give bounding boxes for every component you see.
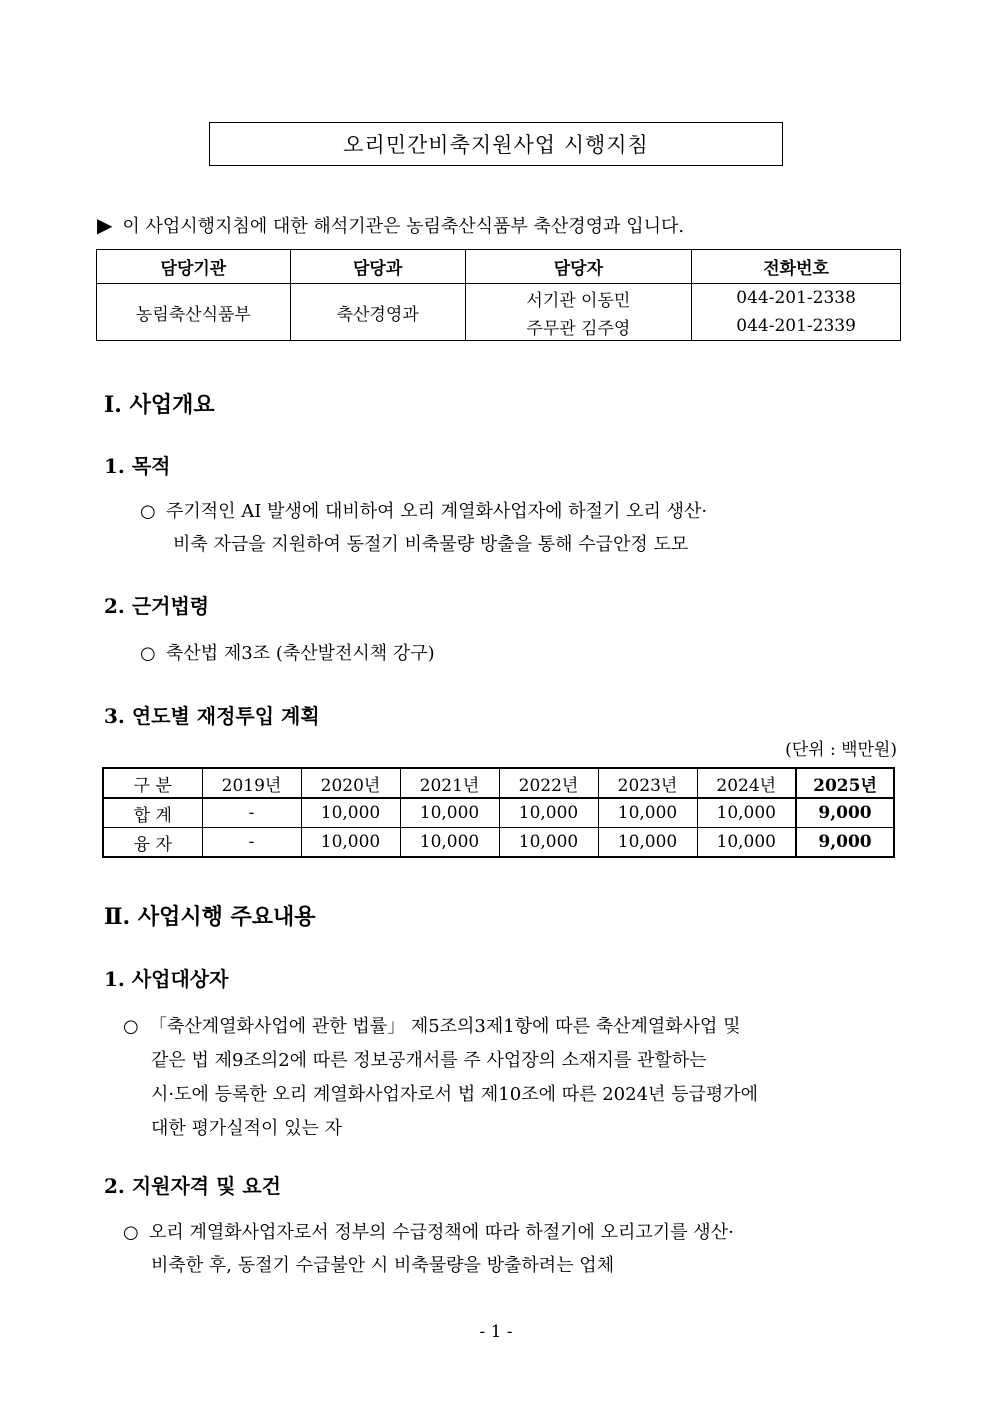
budget-table: [102, 767, 895, 858]
budget-cell: -: [202, 798, 301, 828]
legal-basis-text: 축산법 제3조 (축산발전시책 강구): [166, 643, 435, 664]
contact-table: [96, 249, 901, 341]
budget-cell: 10,000: [400, 828, 499, 858]
header-department: 담당과: [290, 250, 465, 284]
contact-header-row: [97, 250, 901, 284]
year-2025: 2025년: [796, 768, 894, 798]
budget-heading: 3. 연도별 재정투입 계획: [104, 704, 320, 728]
budget-cell: 10,000: [598, 798, 697, 828]
purpose-line-text: 주기적인 AI 발생에 대비하여 오리 계열화사업자에 하절기 오리 생산·: [166, 501, 708, 522]
page-title: 오리민간비축지원사업 시행지침: [209, 122, 783, 166]
person-cell: 주무관 김주영: [465, 312, 692, 341]
target-line: 같은 법 제9조의2에 따른 정보공개서를 주 사업장의 소재지를 관할하는: [151, 1050, 707, 1071]
budget-header-row: [103, 768, 894, 798]
contact-row: [97, 284, 901, 313]
circle-bullet-icon: ○: [140, 501, 156, 522]
triangle-bullet-icon: ▶: [97, 213, 113, 237]
qualification-paragraph: [123, 1216, 734, 1282]
circle-bullet-icon: ○: [123, 1222, 139, 1243]
header-phone: 전화번호: [692, 250, 901, 284]
target-line: [123, 1010, 758, 1044]
row-label: 융 자: [103, 828, 202, 858]
year-2021: 2021년: [400, 768, 499, 798]
budget-cell: 10,000: [697, 798, 796, 828]
budget-header-label: 구 분: [103, 768, 202, 798]
target-line: 대한 평가실적이 있는 자: [151, 1118, 343, 1139]
budget-cell: 10,000: [598, 828, 697, 858]
purpose-line: 비축 자금을 지원하여 동절기 비축물량 방출을 통해 수급안정 도모: [173, 534, 689, 555]
year-2019: 2019년: [202, 768, 301, 798]
page-number: - 1 -: [479, 1322, 513, 1342]
target-paragraph: [123, 1010, 758, 1146]
qualification-line: [123, 1216, 734, 1249]
target-heading: 1. 사업대상자: [104, 967, 229, 991]
target-line: 시·도에 등록한 오리 계열화사업자로서 법 제10조에 따른 2024년 등급평가에: [151, 1084, 759, 1105]
year-2023: 2023년: [598, 768, 697, 798]
budget-unit: (단위 : 백만원): [785, 740, 897, 760]
circle-bullet-icon: ○: [140, 643, 156, 664]
target-line-text: 「축산계열화사업에 관한 법률」 제5조의3제1항에 따른 축산계열화사업 및: [149, 1016, 741, 1037]
department-cell: 축산경영과: [290, 284, 465, 341]
budget-cell: 9,000: [796, 798, 894, 828]
year-2024: 2024년: [697, 768, 796, 798]
budget-cell: 10,000: [499, 828, 598, 858]
phone-cell: 044-201-2339: [692, 312, 901, 341]
notice-text: 이 사업시행지침에 대한 해석기관은 농림축산식품부 축산경영과 입니다.: [122, 216, 685, 237]
budget-cell: 10,000: [301, 828, 400, 858]
year-2020: 2020년: [301, 768, 400, 798]
purpose-heading: 1. 목적: [104, 454, 171, 478]
section-1-heading: Ⅰ. 사업개요: [104, 392, 215, 418]
year-2022: 2022년: [499, 768, 598, 798]
row-label: 합 계: [103, 798, 202, 828]
agency-cell: 농림축산식품부: [97, 284, 291, 341]
purpose-line: [140, 495, 707, 528]
interpretation-notice: [97, 212, 684, 238]
legal-basis-heading: 2. 근거법령: [104, 594, 210, 618]
qualification-heading: 2. 지원자격 및 요건: [104, 1174, 282, 1198]
budget-cell: 10,000: [301, 798, 400, 828]
budget-row-total: [103, 798, 894, 828]
section-2-heading: Ⅱ. 사업시행 주요내용: [104, 904, 316, 930]
header-agency: 담당기관: [97, 250, 291, 284]
budget-cell: -: [202, 828, 301, 858]
budget-cell: 10,000: [499, 798, 598, 828]
budget-cell: 9,000: [796, 828, 894, 858]
legal-basis-paragraph: [140, 637, 435, 670]
budget-cell: 10,000: [697, 828, 796, 858]
budget-cell: 10,000: [400, 798, 499, 828]
header-person: 담당자: [465, 250, 692, 284]
circle-bullet-icon: ○: [123, 1016, 139, 1037]
phone-cell: 044-201-2338: [692, 284, 901, 313]
person-cell: 서기관 이동민: [465, 284, 692, 313]
qualification-line: 비축한 후, 동절기 수급불안 시 비축물량을 방출하려는 업체: [151, 1255, 615, 1276]
qualification-line-text: 오리 계열화사업자로서 정부의 수급정책에 따라 하절기에 오리고기를 생산·: [149, 1222, 734, 1243]
budget-row-loan: [103, 828, 894, 858]
purpose-paragraph: [140, 495, 707, 561]
